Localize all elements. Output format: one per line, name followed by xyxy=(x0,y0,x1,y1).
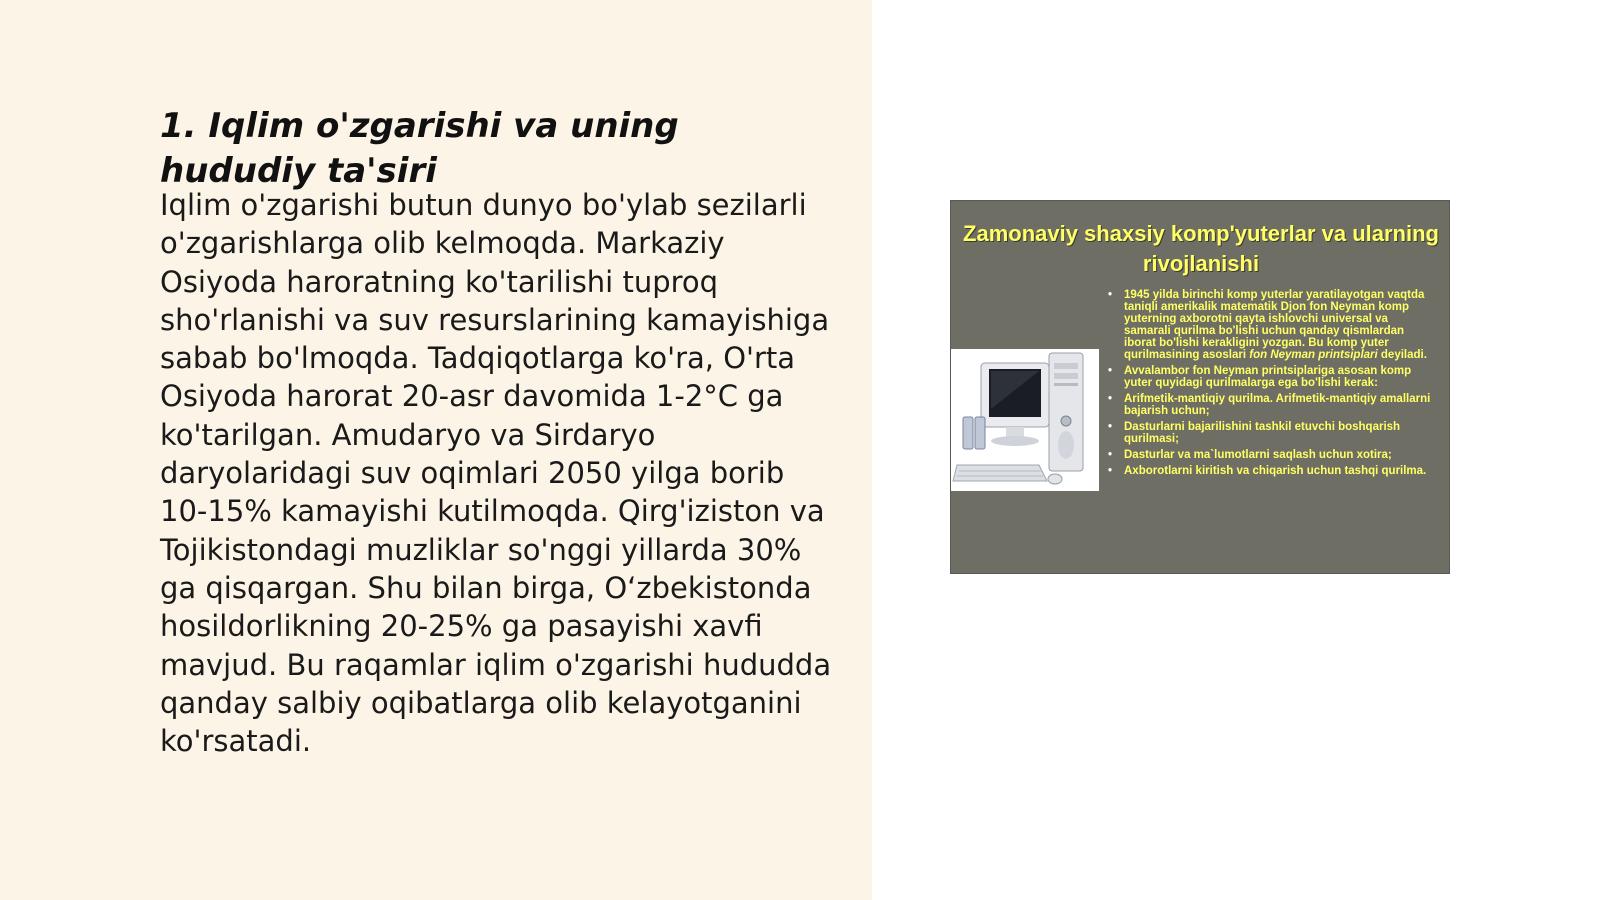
embedded-bullet: • Dasturlarni bajarilishini tashkil etuvchi boshqarish qurilmasi; xyxy=(1106,421,1436,445)
computer-illustration-icon xyxy=(951,349,1099,491)
embedded-bullet-text: 1945 yilda birinchi komp yuterlar yaratilayotgan vaqtda taniqli amerikalik matematik Djon fon Neyman komp yuterning axborotni qayta ishlovchi universal va samarali qurilma bo'lishi uchun qanday qismlardan iborat bo'lishi kerakligini yozgan. Bu komp yuter qurilmasining asoslari xyxy=(1124,289,1425,361)
slide-body-text: Iqlim o'zgarishi butun dunyo bo'ylab sezilarli o'zgarishlarga olib kelmoqda. Markaziy Osiyoda haroratning ko'tarilishi tuproq sho'rlanishi va suv resurslarining kamayishiga sabab bo'lmoqda. Tadqiqotlarga ko'ra, O'rta Osiyoda harorat 20-asr davomida 1-2°C ga ko'tarilgan. Amudaryo va Sirdaryo daryolaridagi suv oqimlari 2050 yilga borib 10-15% kamayishi kutilmoqda. Qirg'iziston va Tojikistondagi muzliklar so'nggi yillarda 30% ga qisqargan. Shu bilan birga, O‘zbekistonda hosildorlikning 20-25% ga pasayishi xavfi mavjud. Bu raqamlar iqlim o'zgarishi hududda qanday salbiy oqibatlarga olib kelayotganini ko'rsatadi. xyxy=(160,188,832,759)
embedded-bullet-list xyxy=(1106,289,1436,481)
embedded-bullet-highlight: fon Neyman printsiplari xyxy=(1249,349,1378,361)
embedded-bullet: • Dasturlar va ma`lumotlarni saqlash uchun xotira; xyxy=(1106,449,1436,461)
embedded-bullet xyxy=(1106,289,1436,361)
embedded-bullet: • Axborotlarni kiritish va chiqarish uchun tashqi qurilma. xyxy=(1106,465,1436,477)
embedded-bullet: • Avvalambor fon Neyman printsiplariga asosan komp yuter quyidagi qurilmalarga ega bo'lishi kerak: xyxy=(1106,365,1436,389)
embedded-slide-image xyxy=(950,200,1450,574)
computer-photo xyxy=(951,349,1099,491)
embedded-slide-title: Zamonaviy shaxsiy komp'yuterlar va ularning rivojlanishi xyxy=(963,221,1439,276)
embedded-bullet: • Arifmetik-mantiqiy qurilma. Arifmetik-mantiqiy amallarni bajarish uchun; xyxy=(1106,393,1436,417)
embedded-bullet-tail: deyiladi. xyxy=(1377,349,1427,361)
slide-title: 1. Iqlim o'zgarishi va uning hududiy ta'siri xyxy=(160,106,679,191)
